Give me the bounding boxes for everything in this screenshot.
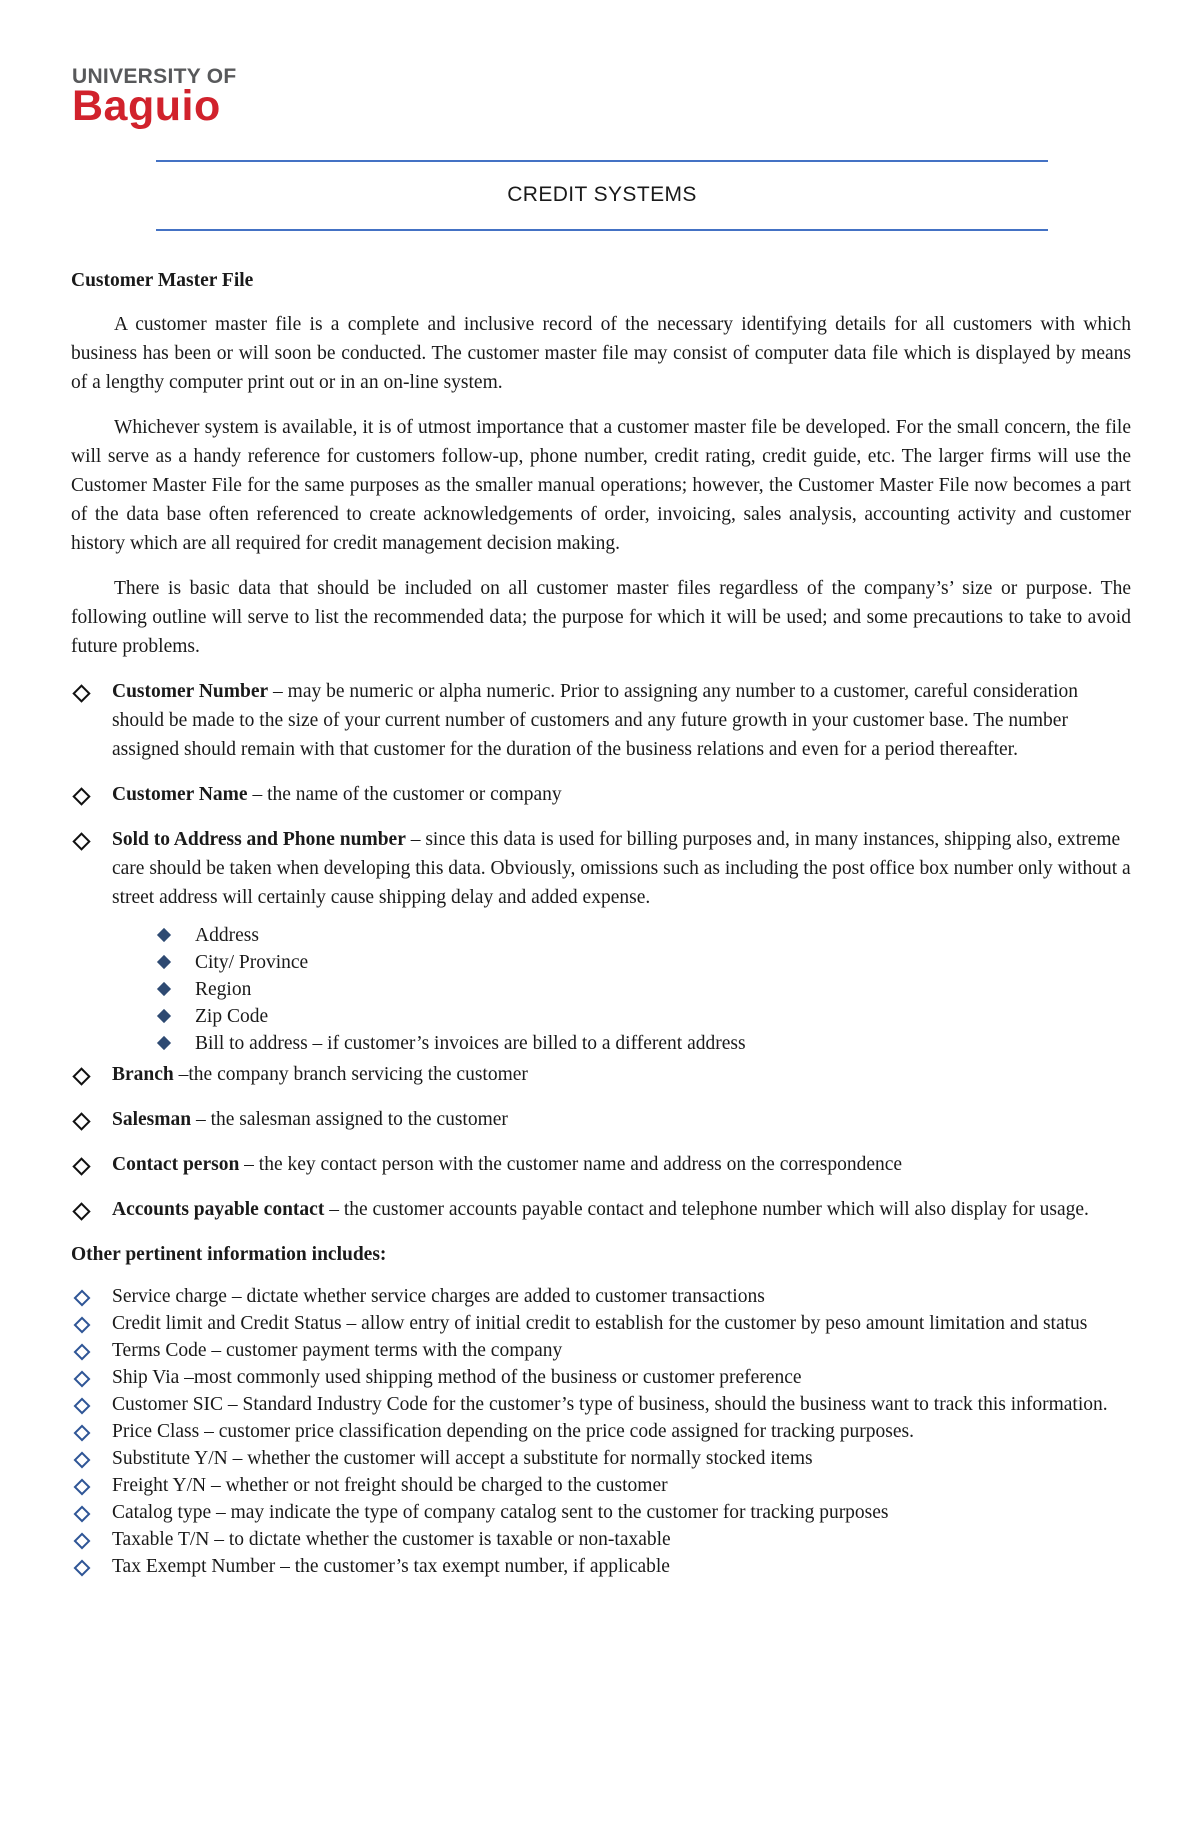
- sublist-item-region: [154, 976, 1131, 1003]
- sublist-item-text: Address: [195, 925, 259, 946]
- list-item-salesman: [71, 1105, 1131, 1134]
- diamond-outline-bullet-icon: [74, 1398, 91, 1415]
- diamond-bullet-icon: [72, 832, 90, 850]
- other-info-text: Tax Exempt Number – the customer’s tax exempt number, if applicable: [112, 1556, 670, 1577]
- other-info-text: Catalog type – may indicate the type of company catalog sent to the customer for tracking purposes: [112, 1502, 889, 1523]
- sublist-item-text: Bill to address – if customer’s invoices are billed to a different address: [195, 1033, 746, 1054]
- diamond-outline-bullet-icon: [74, 1452, 91, 1469]
- other-info-item: [71, 1283, 1131, 1310]
- data-items-list: [71, 677, 1131, 1224]
- other-info-text: Freight Y/N – whether or not freight should be charged to the customer: [112, 1475, 668, 1496]
- diamond-bullet-icon: [72, 1202, 90, 1220]
- other-info-list: [71, 1283, 1131, 1580]
- list-item-customer-name: [71, 780, 1131, 809]
- other-info-text: Customer SIC – Standard Industry Code for the customer’s type of business, should the business want to track this information.: [112, 1394, 1108, 1415]
- other-info-text: Service charge – dictate whether service charges are added to customer transactions: [112, 1286, 765, 1307]
- list-item-customer-number: [71, 677, 1131, 764]
- other-info-item: [71, 1445, 1131, 1472]
- other-info-heading: Other pertinent information includes:: [71, 1244, 387, 1265]
- diamond-bullet-icon: [72, 1157, 90, 1175]
- section-heading: Customer Master File: [71, 270, 254, 291]
- other-info-text: Price Class – customer price classification depending on the price code assigned for tracking purposes.: [112, 1421, 914, 1442]
- other-info-item: [71, 1499, 1131, 1526]
- document-title: CREDIT SYSTEMS: [507, 183, 697, 206]
- other-info-item: [71, 1364, 1131, 1391]
- item-term: Customer Name: [112, 784, 248, 805]
- header-rule-top: [156, 160, 1048, 162]
- diamond-bullet-icon: [72, 1112, 90, 1130]
- diamond-outline-bullet-icon: [74, 1290, 91, 1307]
- sublist-item-zip-code: [154, 1003, 1131, 1030]
- item-description: – may be numeric or alpha numeric. Prior to assigning any number to a customer, careful consideration should be made to the size of your current number of customers and any future growth in your customer base. The number assigned should remain with that customer for the duration of the business relations and even for a period thereafter.: [112, 681, 1079, 760]
- diamond-outline-bullet-icon: [74, 1479, 91, 1496]
- sublist-item-text: Zip Code: [195, 1006, 269, 1027]
- other-info-item: [71, 1553, 1131, 1580]
- item-description: – the customer accounts payable contact and telephone number which will also display for usage.: [324, 1199, 1089, 1220]
- list-item-branch: [71, 1060, 1131, 1089]
- diamond-outline-bullet-icon: [74, 1371, 91, 1388]
- logo-line-university: UNIVERSITY OF: [72, 65, 237, 88]
- diamond-bullet-icon: [72, 1067, 90, 1085]
- other-info-item: [71, 1526, 1131, 1553]
- paragraph-definition: A customer master file is a complete and inclusive record of the necessary identifying details for all customers with which business has been or will soon be conducted. The customer master file may consist of computer data file which is displayed by means of a lengthy computer print out or in an on-line system.: [71, 314, 1131, 393]
- other-info-item: [71, 1472, 1131, 1499]
- item-description: – the salesman assigned to the customer: [191, 1109, 508, 1130]
- solid-diamond-bullet-icon: [157, 928, 171, 942]
- sublist-item-bill-to-address: [154, 1030, 1131, 1057]
- item-term: Customer Number: [112, 681, 269, 702]
- address-sublist: [154, 922, 1131, 1057]
- other-info-text: Ship Via –most commonly used shipping method of the business or customer preference: [112, 1367, 802, 1388]
- other-info-item: [71, 1337, 1131, 1364]
- diamond-outline-bullet-icon: [74, 1533, 91, 1550]
- list-item-sold-to-address: [71, 825, 1131, 1057]
- diamond-bullet-icon: [72, 684, 90, 702]
- item-description: – the key contact person with the customer name and address on the correspondence: [239, 1154, 903, 1175]
- diamond-outline-bullet-icon: [74, 1506, 91, 1523]
- other-info-text: Substitute Y/N – whether the customer will accept a substitute for normally stocked items: [112, 1448, 813, 1469]
- sublist-item-text: City/ Province: [195, 952, 309, 973]
- other-info-text: Credit limit and Credit Status – allow entry of initial credit to establish for the customer by peso amount limitation and status: [112, 1313, 1088, 1334]
- item-term: Sold to Address and Phone number: [112, 829, 406, 850]
- document-body: [71, 266, 1131, 1580]
- diamond-bullet-icon: [72, 787, 90, 805]
- paragraph-basic-data: There is basic data that should be included on all customer master files regardless of the company’s’ size or purpose. The following outline will serve to list the recommended data; the purpose for which it will be used; and some precautions to take to avoid future problems.: [71, 578, 1131, 657]
- item-description: –the company branch servicing the customer: [173, 1064, 528, 1085]
- diamond-outline-bullet-icon: [74, 1344, 91, 1361]
- solid-diamond-bullet-icon: [157, 1036, 171, 1050]
- university-logo: [72, 65, 237, 130]
- solid-diamond-bullet-icon: [157, 982, 171, 996]
- list-item-contact-person: [71, 1150, 1131, 1179]
- item-term: Accounts payable contact: [112, 1199, 325, 1220]
- diamond-outline-bullet-icon: [74, 1425, 91, 1442]
- other-info-item: [71, 1418, 1131, 1445]
- item-term: Salesman: [112, 1109, 192, 1130]
- item-term: Branch: [112, 1064, 174, 1085]
- item-term: Contact person: [112, 1154, 240, 1175]
- item-description: – since this data is used for billing purposes and, in many instances, shipping also, extreme care should be taken when developing this data. Obviously, omissions such as including the post office box number only without a street address will certainly cause shipping delay and added expense.: [112, 829, 1131, 908]
- sublist-item-text: Region: [195, 979, 252, 1000]
- list-item-accounts-payable-contact: [71, 1195, 1131, 1224]
- solid-diamond-bullet-icon: [157, 955, 171, 969]
- other-info-text: Taxable T/N – to dictate whether the customer is taxable or non-taxable: [112, 1529, 671, 1550]
- item-description: – the name of the customer or company: [247, 784, 562, 805]
- sublist-item-city-province: [154, 949, 1131, 976]
- other-info-item: [71, 1391, 1131, 1418]
- other-info-text: Terms Code – customer payment terms with the company: [112, 1340, 563, 1361]
- header-rule-bottom: [156, 229, 1048, 231]
- logo-line-baguio: Baguio: [72, 82, 221, 130]
- other-info-item: [71, 1310, 1131, 1337]
- paragraph-importance: Whichever system is available, it is of utmost importance that a customer master file be developed. For the small concern, the file will serve as a handy reference for customers follow-up, phone number, credit rating, credit guide, etc. The larger firms will use the Customer Master File for the same purposes as the smaller manual operations; however, the Customer Master File now becomes a part of the data base often referenced to create acknowledgements of order, invoicing, sales analysis, accounting activity and customer history which are all required for credit management decision making.: [71, 417, 1131, 554]
- solid-diamond-bullet-icon: [157, 1009, 171, 1023]
- sublist-item-address: [154, 922, 1131, 949]
- diamond-outline-bullet-icon: [74, 1317, 91, 1334]
- diamond-outline-bullet-icon: [74, 1560, 91, 1577]
